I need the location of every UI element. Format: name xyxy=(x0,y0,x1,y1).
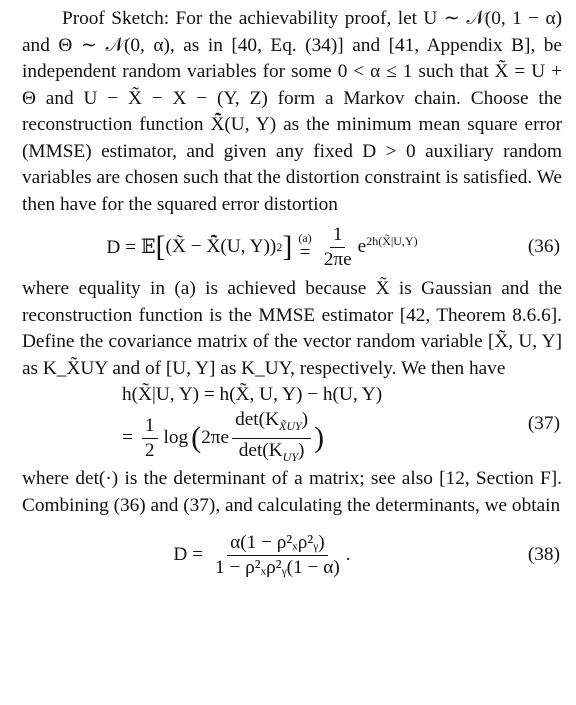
eq37-det-num-text: det(K xyxy=(235,408,279,430)
eq38-number: (38) xyxy=(527,544,560,565)
eq37-paren-close: ) xyxy=(314,421,325,454)
eq36-over: (a) xyxy=(298,231,312,245)
eq36-relation-group xyxy=(298,232,311,262)
eq37-half-num: 1 xyxy=(142,415,158,439)
eq36-exp: e xyxy=(357,236,367,257)
eq38-lhs: D = xyxy=(173,544,204,565)
paragraph-proof-sketch: Proof Sketch: For the achievability proof, let U ∼ 𝒩(0, 1 − α) and Θ ∼ 𝒩(0, α), as in [40, Eq. (34)] and [41, Appendix B], be independent random variables for some 0 < α ≤ 1 such that X̃ = U + Θ and U − X̃ − X − (Y, Z) form a Markov chain. Choose the reconstruction function X̃̂(U, Y) as the minimum mean square error (MMSE) estimator, and given any fixed D > 0 auxiliary random variables are chosen such that the distortion constraint is satisfied. We then have for the squared error distortion xyxy=(22,8,562,215)
eq36-fraction xyxy=(321,224,355,271)
eq36-relation: = xyxy=(299,242,311,263)
eq37-number: (37) xyxy=(527,413,560,434)
eq37-det-fraction xyxy=(232,409,311,468)
eq37-det-num-close: ) xyxy=(301,408,309,430)
eq36-number: (36) xyxy=(527,236,560,257)
eq36-bracket-close: ] xyxy=(282,230,293,263)
equation-37 xyxy=(22,382,562,466)
eq36-power: 2 xyxy=(276,239,283,254)
eq38-period: . xyxy=(345,544,351,565)
eq37-half-den: 2 xyxy=(144,439,155,461)
equation-37-body xyxy=(22,382,502,466)
eq36-inner: (X̃ − X̃̂(U, Y)) xyxy=(165,236,277,257)
eq36-bracket-open: [ xyxy=(155,230,166,263)
eq36-lhs: D = 𝔼 xyxy=(106,237,156,258)
eq38-num: α(1 − ρ²ₓρ²ᵧ) xyxy=(227,532,328,556)
eq37-det-num xyxy=(232,409,311,439)
eq38-den: 1 − ρ²ₓρ²ᵧ(1 − α) xyxy=(215,556,340,578)
eq37-two-pi-e: 2πe xyxy=(201,427,230,448)
eq37-stack xyxy=(122,381,382,468)
eq36-exp-sup: 2h(X̃|U,Y) xyxy=(366,233,418,248)
eq37-det-den-text: det(K xyxy=(238,439,283,461)
equation-36-body xyxy=(22,218,502,276)
eq37-half xyxy=(142,415,158,462)
eq37-paren-open: ( xyxy=(191,421,202,454)
eq37-eq-sign: = xyxy=(122,427,133,448)
eq37-line2 xyxy=(122,409,324,468)
eq36-num: 1 xyxy=(330,224,346,248)
paper-page xyxy=(22,6,562,591)
eq37-line1: h(X̃|U, Y) = h(X̃, U, Y) − h(U, Y) xyxy=(122,383,383,405)
paragraph-determinant: where det(·) is the determinant of a matrix; see also [12, Section F]. Combining (36) and (37), and calculating the determinants, we obtain xyxy=(22,468,562,516)
eq37-det-den xyxy=(236,439,308,468)
equation-36 xyxy=(22,218,562,276)
eq37-det-den-sub: UY xyxy=(282,449,298,464)
equation-38 xyxy=(22,519,562,591)
eq36-den: 2πe xyxy=(323,248,352,270)
eq37-det-num-sub: X̃UY xyxy=(279,418,302,433)
equation-38-body xyxy=(22,519,502,591)
eq37-det-den-close: ) xyxy=(298,439,305,461)
eq37-log: log xyxy=(163,427,189,448)
paragraph-covariance: where equality in (a) is achieved because X̃ is Gaussian and the reconstruction function is the MMSE estimator [42, Theorem 8.6.6]. Define the covariance matrix of the vector random variable [X̃, U, Y] as K_X̃UY and of [U, Y] as K_UY, respectively. We then have xyxy=(22,278,562,379)
eq38-fraction xyxy=(212,532,343,579)
